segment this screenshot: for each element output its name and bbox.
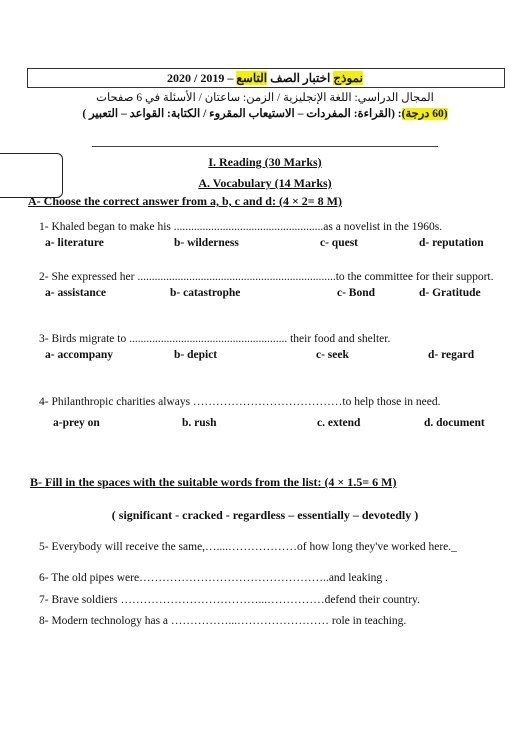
question-4-option-c[interactable]: c. extend bbox=[317, 417, 361, 429]
exam-title bbox=[0, 71, 530, 86]
question-3-option-a[interactable]: a- accompany bbox=[45, 349, 114, 361]
exam-title-years: – 2019 / 2020 bbox=[167, 71, 237, 85]
question-1-option-a[interactable]: a- literature bbox=[45, 237, 104, 249]
part-b-word-list: ( significant - cracked - regardless – essentially – devotedly ) bbox=[111, 508, 419, 522]
part-b-sentence-7: 7- Brave soldiers ………………………………...……………defend their country. bbox=[39, 594, 420, 606]
exam-title-grade: التاسع bbox=[236, 71, 268, 85]
header-divider bbox=[92, 146, 438, 147]
question-2-option-a[interactable]: a- assistance bbox=[45, 287, 107, 299]
question-3-option-d[interactable]: d- regard bbox=[428, 349, 475, 361]
question-2-option-d[interactable]: d- Gratitude bbox=[419, 287, 481, 299]
exam-title-mid: اختبار الصف bbox=[267, 71, 334, 85]
question-1-option-b[interactable]: b- wilderness bbox=[174, 237, 239, 249]
question-3-option-b[interactable]: b- depict bbox=[174, 349, 218, 361]
exam-subject-line: المجال الدراسي: اللغة الإنجليزية / الزمن: ساعتان / الأسئلة في 6 صفحات bbox=[96, 92, 434, 104]
part-b-sentence-5: 5- Everybody will receive the same,…....………………of how long they've worked here._ bbox=[39, 541, 457, 553]
part-a-instruction: A- Choose the correct answer from a, b, c and d: (4 × 2= 8 M) bbox=[28, 194, 342, 208]
question-1-option-d[interactable]: d- reputation bbox=[419, 237, 484, 249]
question-4-option-d[interactable]: d. document bbox=[424, 417, 485, 429]
part-b-instruction: B- Fill in the spaces with the suitable words from the list: (4 × 1.5= 6 M) bbox=[30, 475, 397, 489]
vocabulary-section-title: A. Vocabulary (14 Marks) bbox=[198, 176, 332, 190]
exam-marks-breakdown: : (القراءة: المفردات – الاستيعاب المقروء / الكتابة: القواعد – التعبير ) bbox=[82, 108, 402, 120]
question-3-option-c[interactable]: c- seek bbox=[316, 349, 349, 361]
question-3-stem: 3- Birds migrate to ....................................................... their food and shelter. bbox=[39, 333, 391, 345]
question-4-option-b[interactable]: b. rush bbox=[182, 417, 217, 429]
question-4-stem: 4- Philanthropic charities always …………………………………to help those in need. bbox=[39, 396, 441, 408]
reading-section-title: I. Reading (30 Marks) bbox=[208, 155, 322, 169]
exam-marks-total: (60 درجة) bbox=[401, 108, 448, 120]
question-1-option-c[interactable]: c- quest bbox=[320, 237, 359, 249]
part-b-sentence-6: 6- The old pipes were…………………………………………..and leaking . bbox=[39, 572, 388, 584]
question-1-stem: 1- Khaled began to make his ....................................................as a novelist in the 1960s. bbox=[39, 221, 443, 233]
exam-marks-line bbox=[0, 106, 530, 120]
part-b-sentence-8: 8- Modern technology has a ……………...…………………… role in teaching. bbox=[39, 615, 407, 627]
question-2-option-b[interactable]: b- catastrophe bbox=[170, 287, 241, 299]
question-2-stem: 2- She expressed her .....................................................................to the committee for their support. bbox=[39, 271, 494, 283]
question-4-option-a[interactable]: a-prey on bbox=[53, 417, 100, 429]
question-2-option-c[interactable]: c- Bond bbox=[337, 287, 376, 299]
exam-title-prefix: نموذج bbox=[333, 71, 363, 85]
